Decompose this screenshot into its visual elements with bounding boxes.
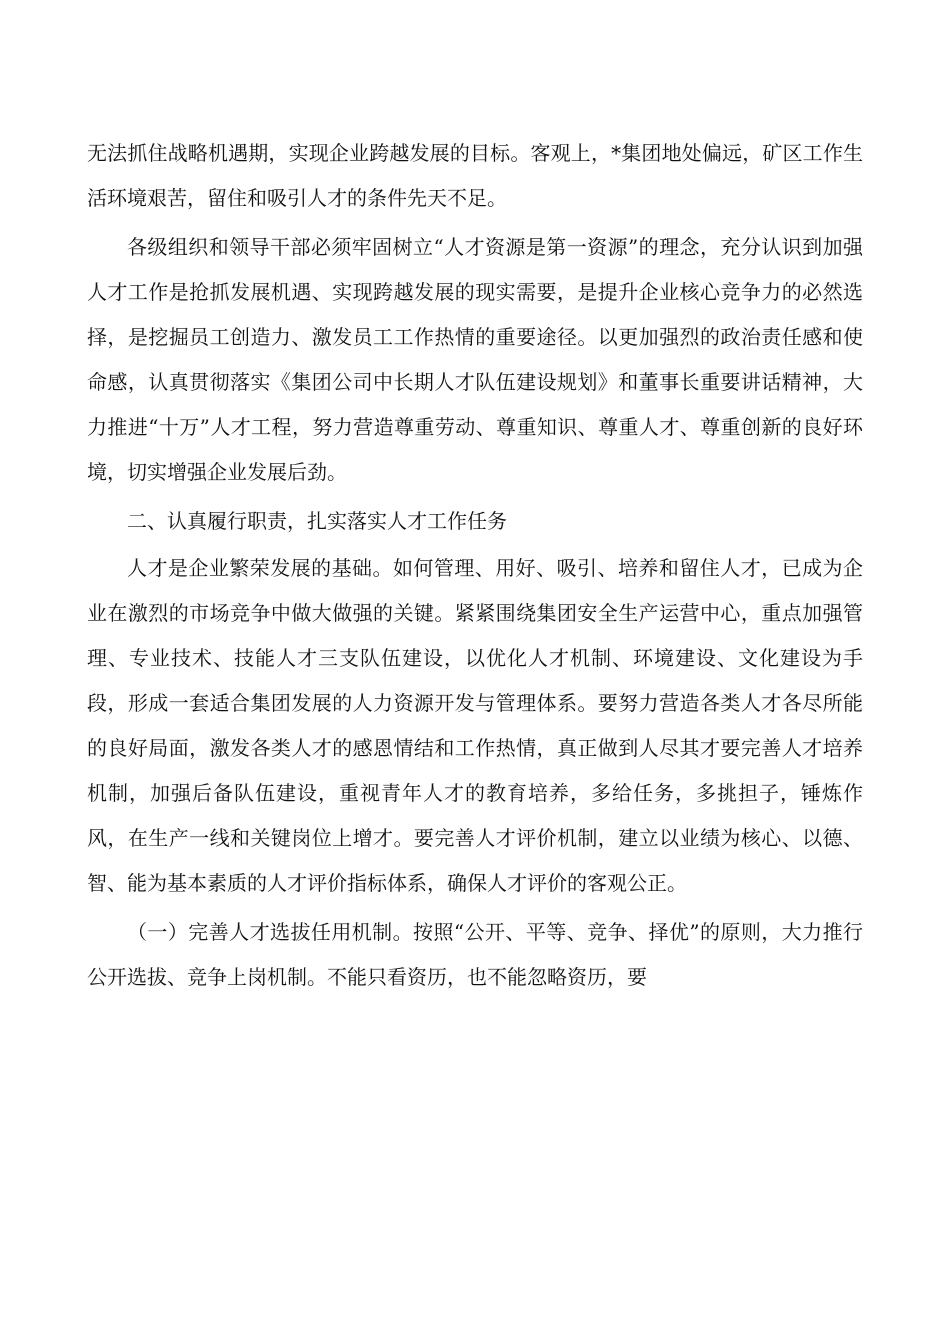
section-heading: 二、认真履行职责，扎实落实人才工作任务: [127, 509, 507, 533]
paragraph-talent-foundation: 人才是企业繁荣发展的基础。如何管理、用好、吸引、培养和留住人才，已成为企业在激烈的市场竞争中做大做强的关键。紧紧围绕集团安全生产运营中心，重点加强管理、专业技术、技能人才三支队伍建设，以优化人才机制、环境建设、文化建设为手段，形成一套适合集团发展的人力资源开发与管理体系。要努力营造各类人才各尽所能的良好局面，激发各类人才的感恩情结和工作热情，真正做到人尽其才要完善人才培养机制，加强后备队伍建设，重视青年人才的教育培养，多给任务，多挑担子，锤炼作风，在生产一线和关键岗位上增才。要完善人才评价机制，建立以业绩为核心、以德、智、能为基本素质的人才评价指标体系，确保人才评价的客观公正。: [87, 556, 863, 895]
document-body: [87, 131, 863, 1000]
paragraph-continuation: 无法抓住战略机遇期，实现企业跨越发展的目标。客观上，*集团地处偏远，矿区工作生活环境艰苦，留住和吸引人才的条件先天不足。: [87, 141, 863, 210]
paragraph-talent-resource: 各级组织和领导干部必须牢固树立“人才资源是第一资源”的理念，充分认识到加强人才工作是抢抓发展机遇、实现跨越发展的现实需要，是提升企业核心竞争力的必然选择，是挖掘员工创造力、激发员工工作热情的重要途径。以更加强烈的政治责任感和使命感，认真贯彻落实《集团公司中长期人才队伍建设规划》和董事长重要讲话精神，大力推进“十万”人才工程，努力营造尊重劳动、尊重知识、尊重人才、尊重创新的良好环境，切实增强企业发展后劲。: [87, 235, 863, 484]
paragraph-selection-mechanism: （一）完善人才选拔任用机制。按照“公开、平等、竞争、择优”的原则，大力推行公开选拔、竞争上岗机制。不能只看资历，也不能忽略资历，要: [87, 920, 863, 989]
